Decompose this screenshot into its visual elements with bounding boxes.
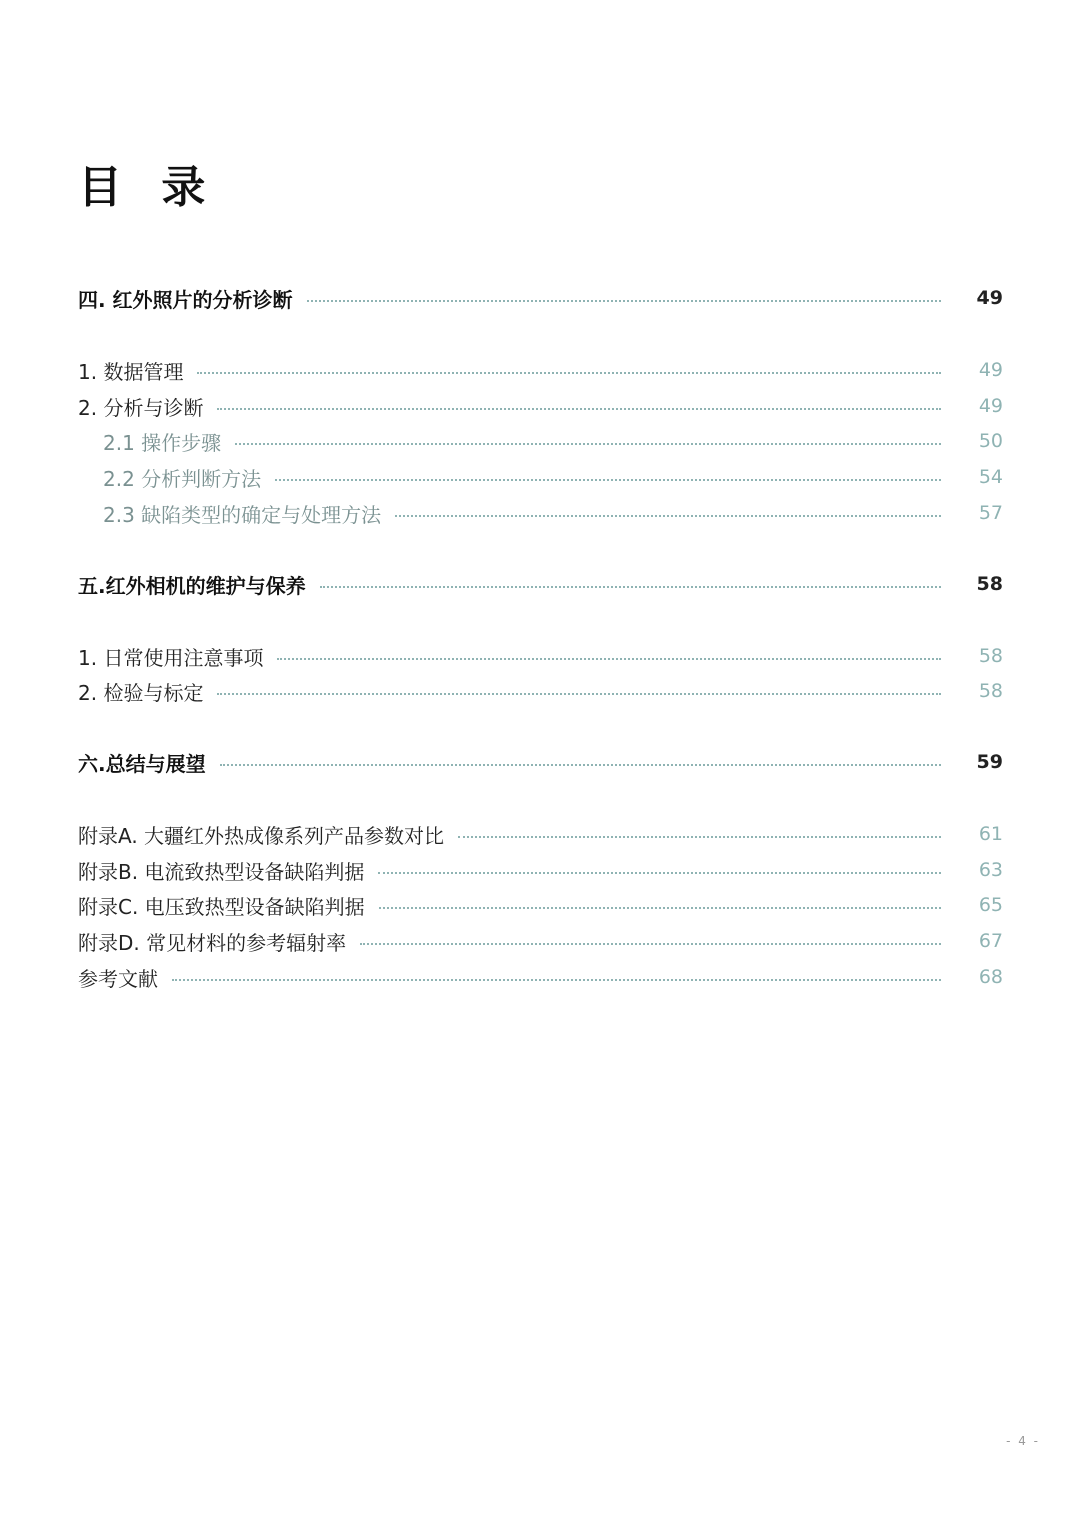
- toc-page-number: 67: [978, 930, 1003, 952]
- toc-page-number: 49: [978, 395, 1003, 417]
- toc-label: 附录C. 电压致热型设备缺陷判据: [78, 894, 365, 919]
- toc-label: 2.1 操作步骤: [103, 430, 222, 455]
- toc-label: 五.红外相机的维护与保养: [78, 573, 306, 598]
- dot-leader: [395, 515, 941, 517]
- toc-label: 1. 日常使用注意事项: [78, 645, 264, 670]
- toc-label: 2.2 分析判断方法: [103, 466, 262, 491]
- toc-page-number: 50: [978, 430, 1003, 452]
- dot-leader: [307, 300, 941, 302]
- dot-leader: [458, 836, 941, 838]
- page-footer-number: - 4 -: [1006, 1434, 1040, 1448]
- toc-section-6[interactable]: [78, 746, 1003, 778]
- toc-label: 附录D. 常见材料的参考辐射率: [78, 930, 347, 955]
- toc-entry-data-management[interactable]: [78, 354, 1003, 386]
- dot-leader: [197, 372, 941, 374]
- toc-label: 1. 数据管理: [78, 359, 184, 384]
- toc-page-number: 54: [978, 466, 1003, 488]
- dot-leader: [235, 443, 941, 445]
- toc-appendix-d[interactable]: [78, 925, 1003, 957]
- toc-page-number: 49: [976, 287, 1003, 309]
- dot-leader: [378, 872, 941, 874]
- dot-leader: [217, 408, 941, 410]
- toc-label: 参考文献: [78, 966, 158, 991]
- toc-label: 附录A. 大疆红外热成像系列产品参数对比: [78, 823, 445, 848]
- toc-label: 六.总结与展望: [78, 751, 206, 776]
- toc-label: 2.3 缺陷类型的确定与处理方法: [103, 502, 382, 527]
- dot-leader: [220, 764, 941, 766]
- toc-subentry-2-3[interactable]: [103, 497, 1003, 529]
- toc-page-number: 68: [978, 966, 1003, 988]
- toc-label: 四. 红外照片的分析诊断: [78, 287, 293, 312]
- toc-label: 附录B. 电流致热型设备缺陷判据: [78, 859, 365, 884]
- toc-entry-calibration[interactable]: [78, 675, 1003, 707]
- toc-section-5[interactable]: [78, 568, 1003, 600]
- toc-page-number: 49: [978, 359, 1003, 381]
- toc-page-number: 58: [978, 680, 1003, 702]
- toc-page-number: 57: [978, 502, 1003, 524]
- toc-appendix-a[interactable]: [78, 818, 1003, 850]
- toc-page-number: 65: [978, 894, 1003, 916]
- toc-entry-analysis-diagnosis[interactable]: [78, 390, 1003, 422]
- toc-section-4[interactable]: [78, 282, 1003, 314]
- dot-leader: [360, 943, 941, 945]
- toc-subentry-2-1[interactable]: [103, 425, 1003, 457]
- toc-page-number: 59: [976, 751, 1003, 773]
- toc-page-number: 58: [976, 573, 1003, 595]
- dot-leader: [277, 658, 941, 660]
- toc-entry-daily-use[interactable]: [78, 640, 1003, 672]
- toc-subentry-2-2[interactable]: [103, 461, 1003, 493]
- toc-page-number: 63: [978, 859, 1003, 881]
- toc-page-number: 58: [978, 645, 1003, 667]
- toc-label: 2. 检验与标定: [78, 680, 204, 705]
- toc-references[interactable]: [78, 961, 1003, 993]
- page-title: 目 录: [78, 162, 218, 213]
- toc-appendix-b[interactable]: [78, 854, 1003, 886]
- dot-leader: [275, 479, 941, 481]
- toc-appendix-c[interactable]: [78, 889, 1003, 921]
- dot-leader: [320, 586, 941, 588]
- toc-label: 2. 分析与诊断: [78, 395, 204, 420]
- toc-page-number: 61: [978, 823, 1003, 845]
- dot-leader: [217, 693, 941, 695]
- dot-leader: [172, 979, 941, 981]
- dot-leader: [379, 907, 941, 909]
